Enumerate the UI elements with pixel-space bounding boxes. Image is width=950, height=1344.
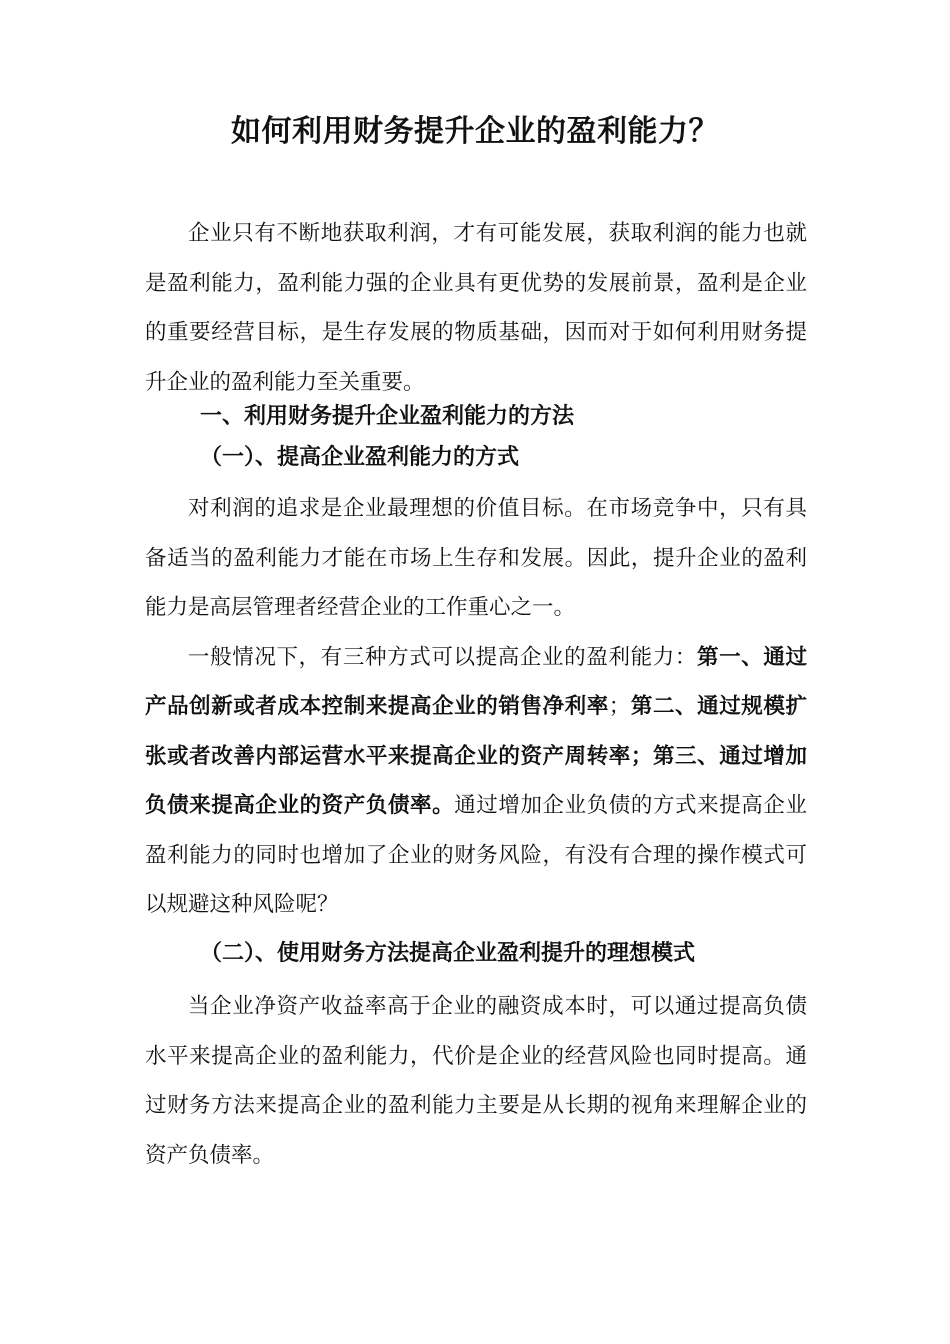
emphasis-first-method: 第一、通过产品创新或者成本控制来提高企业的销售净利率	[145, 644, 807, 719]
subsection-1-paragraph-1: 对利润的追求是企业最理想的价值目标。在市场竞争中，只有具备适当的盈利能力才能在市场上生存和发展。因此，提升企业的盈利能力是高层管理者经营企业的工作重心之一。	[145, 496, 807, 620]
paragraph-lead-text: 一般情况下，有三种方式可以提高企业的盈利能力：	[188, 644, 697, 670]
subsection-heading-1: （一）、提高企业盈利能力的方式	[200, 445, 520, 470]
intro-paragraph-block	[145, 209, 807, 407]
subsection-2-block	[145, 982, 807, 1180]
document-title: 如何利用财务提升企业的盈利能力？	[231, 114, 719, 149]
subsection-1-block	[145, 484, 807, 930]
intro-paragraph: 企业只有不断地获取利润，才有可能发展，获取利润的能力也就是盈利能力，盈利能力强的企业具有更优势的发展前景，盈利是企业的重要经营目标，是生存发展的物质基础，因而对于如何利用财务提升企业的盈利能力至关重要。	[145, 221, 807, 395]
subsection-1-paragraph-2	[145, 633, 807, 930]
separator-text: ；	[608, 694, 631, 719]
section-heading-1: 一、利用财务提升企业盈利能力的方法	[200, 404, 575, 429]
subsection-heading-2: （二）、使用财务方法提高企业盈利提升的理想模式	[200, 941, 696, 966]
subsection-2-paragraph-1: 当企业净资产收益率高于企业的融资成本时，可以通过提高负债水平来提高企业的盈利能力，代价是企业的经营风险也同时提高。通过财务方法来提高企业的盈利能力主要是从长期的视角来理解企业的资产负债率。	[145, 994, 807, 1168]
paragraph-tail-text: 通过增加企业负债的方式来提高企业盈利能力的同时也增加了企业的财务风险，有没有合理的操作模式可以规避这种风险呢？	[145, 793, 807, 917]
emphasis-second-third-method: 第二、通过规模扩张或者改善内部运营水平来提高企业的资产周转率；第三、通过增加负债来提高企业的资产负债率。	[145, 694, 807, 818]
